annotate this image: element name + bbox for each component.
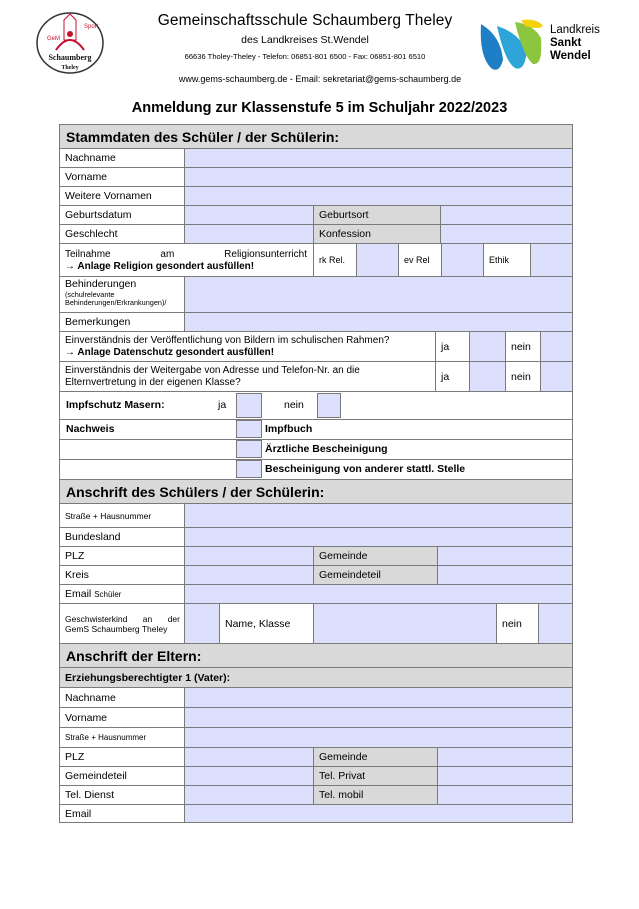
weitere-vornamen-field[interactable] bbox=[185, 187, 572, 205]
section-title: Stammdaten des Schüler / der Schülerin: bbox=[60, 125, 572, 148]
row-email bbox=[59, 584, 573, 603]
page-title: Anmeldung zur Klassenstufe 5 im Schuljahr 2022/2023 bbox=[131, 100, 508, 116]
label-vorname: Vorname bbox=[60, 168, 185, 186]
section-parents bbox=[59, 643, 573, 667]
label-tel-privat: Tel. Privat bbox=[314, 767, 438, 785]
row-bundesland bbox=[59, 527, 573, 546]
letterhead bbox=[0, 0, 639, 95]
label-andere-stelle: Bescheinigung von anderer stattl. Stelle bbox=[265, 463, 466, 475]
row-behinderungen bbox=[59, 276, 573, 312]
row-p-vorname bbox=[59, 707, 573, 727]
row-geburtsdatum bbox=[59, 205, 573, 224]
label-bilder-ja: ja bbox=[436, 332, 470, 361]
row-andere-stelle bbox=[59, 459, 573, 479]
impfbuch-checkbox[interactable] bbox=[236, 420, 262, 438]
plz-field[interactable] bbox=[185, 547, 314, 565]
school-subtitle: des Landkreises St.Wendel bbox=[241, 34, 369, 46]
row-guardian1 bbox=[59, 667, 573, 687]
school-address: 66636 Tholey-Theley - Telefon: 06851-801 6500 - Fax: 06851-801 6510 bbox=[184, 52, 426, 61]
label-p-gemeinde: Gemeinde bbox=[314, 748, 438, 766]
label-bundesland: Bundesland bbox=[60, 528, 185, 546]
row-religion bbox=[59, 243, 573, 276]
p-strasse-field[interactable] bbox=[185, 728, 572, 747]
row-strasse bbox=[59, 503, 573, 527]
vorname-field[interactable] bbox=[185, 168, 572, 186]
row-tel-dienst bbox=[59, 785, 573, 804]
school-logo-icon bbox=[34, 10, 106, 76]
geschwister-checkbox[interactable] bbox=[185, 604, 220, 643]
strasse-field[interactable] bbox=[185, 504, 572, 527]
row-nachname bbox=[59, 148, 573, 167]
district-name: Landkreis Sankt Wendel bbox=[550, 24, 600, 62]
bundesland-field[interactable] bbox=[185, 528, 572, 546]
label-p-plz: PLZ bbox=[60, 748, 185, 766]
geburtsdatum-field[interactable] bbox=[185, 206, 314, 224]
label-tel-mobil: Tel. mobil bbox=[314, 786, 438, 804]
row-aerztlich bbox=[59, 439, 573, 459]
row-bilder bbox=[59, 331, 573, 361]
label-impf-ja: ja bbox=[218, 399, 227, 411]
geburtsort-field[interactable] bbox=[441, 206, 572, 224]
tel-privat-field[interactable] bbox=[438, 767, 572, 785]
aerztlich-checkbox[interactable] bbox=[236, 440, 262, 458]
impf-nein-checkbox[interactable] bbox=[317, 393, 341, 418]
label-adresse-nein: nein bbox=[506, 362, 541, 391]
konfession-field[interactable] bbox=[441, 225, 572, 243]
row-nachweis bbox=[59, 419, 573, 439]
row-p-strasse bbox=[59, 727, 573, 747]
row-geschwister bbox=[59, 603, 573, 643]
label-impf-nein: nein bbox=[284, 399, 304, 411]
label-nachname: Nachname bbox=[60, 149, 185, 167]
label-p-vorname: Vorname bbox=[60, 708, 185, 727]
label-bilder: Einverständnis der Veröffentlichung von Bildern im schulischen Rahmen? → Anlage Datenschutz gesondert ausfüllen! bbox=[60, 332, 436, 361]
label-impfschutz: Impfschutz Masern: bbox=[66, 399, 165, 411]
tel-mobil-field[interactable] bbox=[438, 786, 572, 804]
label-geschlecht: Geschlecht bbox=[60, 225, 185, 243]
svg-text:Schaumberg: Schaumberg bbox=[48, 53, 92, 62]
label-bilder-nein: nein bbox=[506, 332, 541, 361]
registration-form bbox=[59, 124, 573, 823]
label-rk-rel: rk Rel. bbox=[314, 244, 357, 276]
p-vorname-field[interactable] bbox=[185, 708, 572, 727]
label-p-gemeindeteil: Gemeindeteil bbox=[60, 767, 185, 785]
gemeinde-field[interactable] bbox=[438, 547, 572, 565]
adresse-nein-checkbox[interactable] bbox=[541, 362, 572, 391]
adresse-ja-checkbox[interactable] bbox=[470, 362, 506, 391]
label-plz: PLZ bbox=[60, 547, 185, 565]
impf-ja-checkbox[interactable] bbox=[236, 393, 262, 418]
geschwister-nein-checkbox[interactable] bbox=[539, 604, 572, 643]
label-tel-dienst: Tel. Dienst bbox=[60, 786, 185, 804]
p-gemeindeteil-field[interactable] bbox=[185, 767, 314, 785]
label-geschwister-nein: nein bbox=[497, 604, 539, 643]
row-p-email bbox=[59, 804, 573, 823]
label-religion: Teilnahme am Religionsunterricht → Anlage Religion gesondert ausfüllen! bbox=[60, 244, 314, 276]
ethik-checkbox[interactable] bbox=[531, 244, 572, 276]
row-impfschutz bbox=[59, 391, 573, 419]
label-gemeindeteil: Gemeindeteil bbox=[314, 566, 438, 584]
label-nachweis: Nachweis bbox=[66, 423, 115, 435]
row-plz bbox=[59, 546, 573, 565]
label-strasse: Straße + Hausnummer bbox=[60, 504, 185, 527]
label-p-strasse: Straße + Hausnummer bbox=[60, 728, 185, 747]
p-gemeinde-field[interactable] bbox=[438, 748, 572, 766]
row-geschlecht bbox=[59, 224, 573, 243]
school-name: Gemeinschaftsschule Schaumberg Theley bbox=[157, 12, 453, 29]
svg-text:GeM: GeM bbox=[47, 36, 61, 42]
label-aerztlich: Ärztliche Bescheinigung bbox=[265, 443, 388, 455]
section-title: Anschrift des Schülers / der Schülerin: bbox=[60, 480, 572, 503]
row-bemerkungen bbox=[59, 312, 573, 331]
label-bemerkungen: Bemerkungen bbox=[60, 313, 185, 331]
label-ethik: Ethik bbox=[484, 244, 531, 276]
section-title: Anschrift der Eltern: bbox=[60, 644, 572, 667]
label-konfession: Konfession bbox=[314, 225, 441, 243]
label-ev-rel: ev Rel bbox=[399, 244, 442, 276]
rk-rel-checkbox[interactable] bbox=[357, 244, 399, 276]
behinderungen-field[interactable] bbox=[185, 277, 572, 312]
andere-stelle-checkbox[interactable] bbox=[236, 460, 262, 478]
gemeindeteil-field[interactable] bbox=[438, 566, 572, 584]
tel-dienst-field[interactable] bbox=[185, 786, 314, 804]
bemerkungen-field[interactable] bbox=[185, 313, 572, 331]
row-p-gemeindeteil bbox=[59, 766, 573, 785]
label-email: Email Schüler bbox=[60, 585, 185, 603]
svg-text:Theley: Theley bbox=[61, 65, 79, 71]
geschlecht-field[interactable] bbox=[185, 225, 314, 243]
label-gemeinde: Gemeinde bbox=[314, 547, 438, 565]
bilder-nein-checkbox[interactable] bbox=[541, 332, 572, 361]
row-adresse bbox=[59, 361, 573, 391]
label-geburtsdatum: Geburtsdatum bbox=[60, 206, 185, 224]
row-kreis bbox=[59, 565, 573, 584]
school-header-text bbox=[140, 12, 470, 61]
label-name-klasse: Name, Klasse bbox=[220, 604, 314, 643]
label-kreis: Kreis bbox=[60, 566, 185, 584]
school-contact: www.gems-schaumberg.de - Email: sekretariat@gems-schaumberg.de bbox=[178, 74, 462, 84]
row-weitere-vornamen bbox=[59, 186, 573, 205]
section-address bbox=[59, 479, 573, 503]
label-adresse-ja: ja bbox=[436, 362, 470, 391]
label-geburtsort: Geburtsort bbox=[314, 206, 441, 224]
email-field[interactable] bbox=[185, 585, 572, 603]
nachname-field[interactable] bbox=[185, 149, 572, 167]
label-behinderungen: Behinderungen (schulrelevante Behinderungen/Erkrankungen)/ bbox=[60, 277, 185, 312]
label-weitere-vornamen: Weitere Vornamen bbox=[60, 187, 185, 205]
guardian1-title: Erziehungsberechtigter 1 (Vater): bbox=[60, 668, 572, 687]
svg-text:Sport: Sport bbox=[84, 24, 99, 30]
row-vorname bbox=[59, 167, 573, 186]
section-student bbox=[59, 124, 573, 148]
label-geschwister: Geschwisterkind an der GemS Schaumberg Theley bbox=[60, 604, 185, 643]
row-p-plz bbox=[59, 747, 573, 766]
label-p-email: Email bbox=[60, 805, 185, 822]
label-adresse: Einverständnis der Weitergabe von Adresse und Telefon-Nr. an die Elternvertretung in der eigenen Klasse? bbox=[60, 362, 436, 391]
name-klasse-field[interactable] bbox=[314, 604, 497, 643]
kreis-field[interactable] bbox=[185, 566, 314, 584]
p-nachname-field[interactable] bbox=[185, 688, 572, 707]
label-p-nachname: Nachname bbox=[60, 688, 185, 707]
p-plz-field[interactable] bbox=[185, 748, 314, 766]
p-email-field[interactable] bbox=[185, 805, 572, 822]
label-impfbuch: Impfbuch bbox=[265, 423, 313, 435]
row-p-nachname bbox=[59, 687, 573, 707]
ev-rel-checkbox[interactable] bbox=[442, 244, 484, 276]
bilder-ja-checkbox[interactable] bbox=[470, 332, 506, 361]
